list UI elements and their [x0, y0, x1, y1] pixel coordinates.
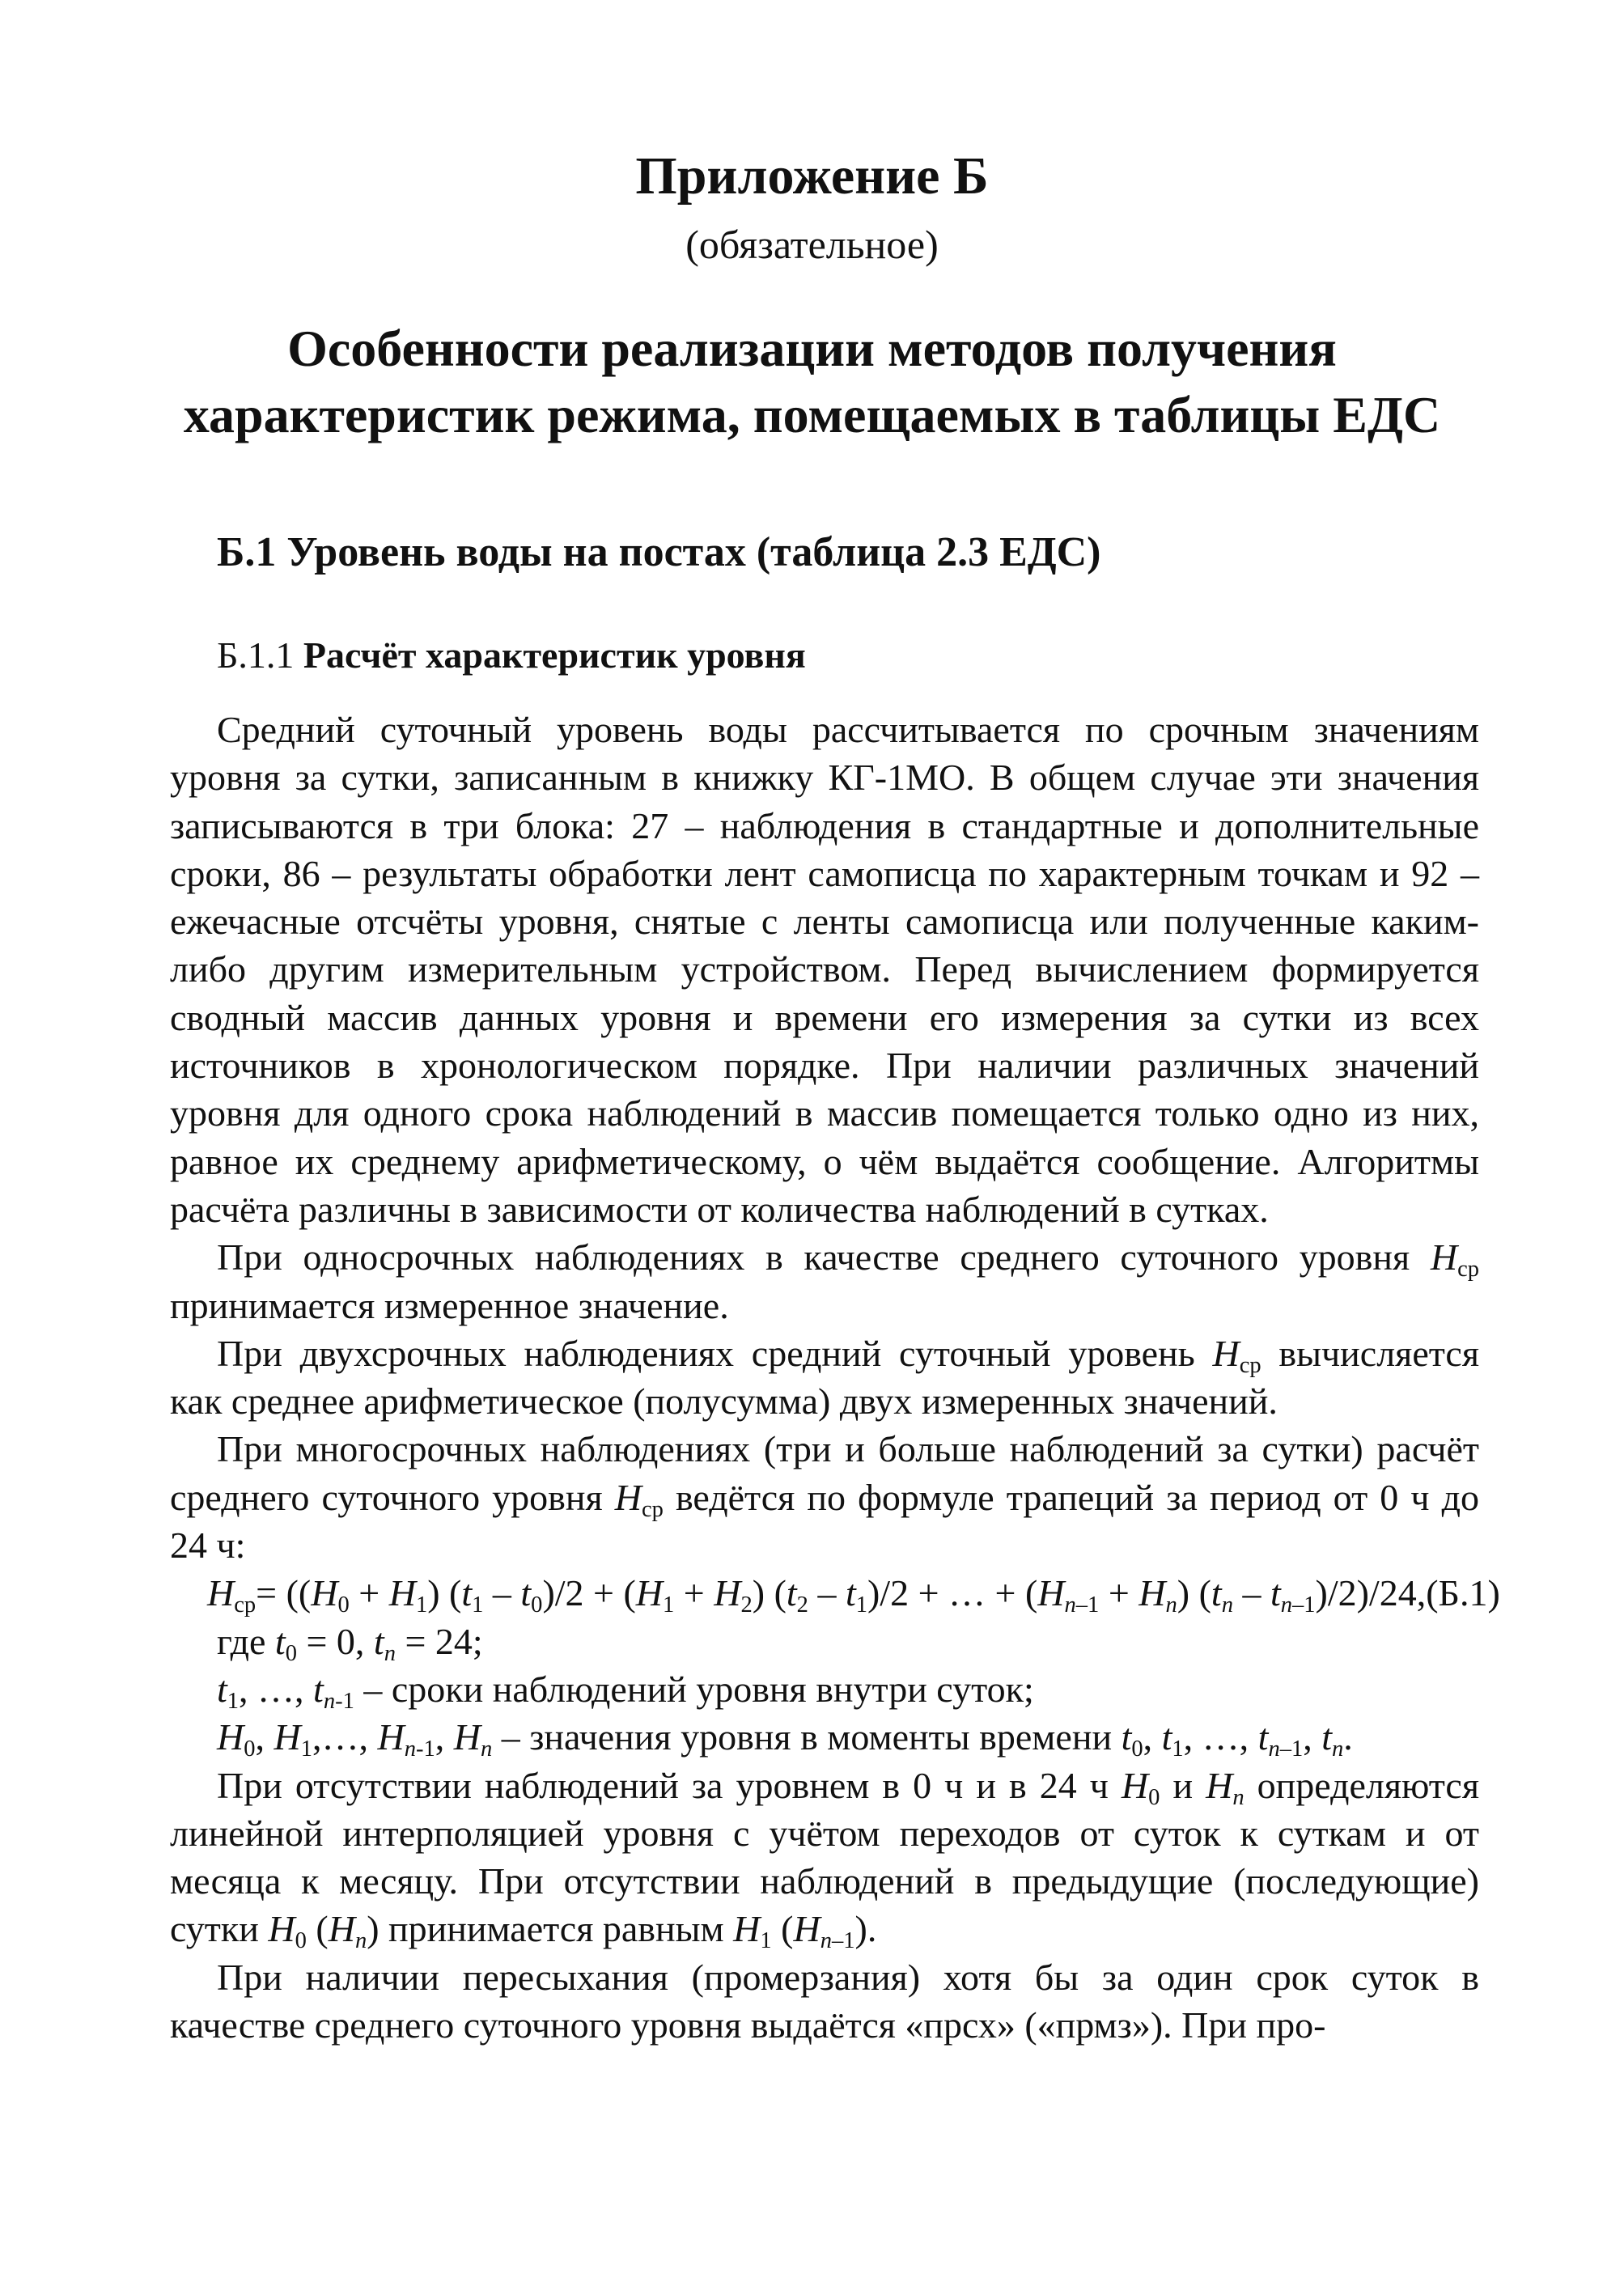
- appendix-title: Приложение Б: [635, 146, 989, 206]
- formula-obs-times: $t_1$, …, $t_{n-1}$ – сроки наблюдений уровня внутри суток;: [217, 1668, 1034, 1714]
- formula-expression: $H_{ср}= ((H_0 + H_1)$ $(t_1 - t_0)/2 + (H_1 + H_2)$ $(t_2 - t_1)/2$ + … + $(H_{n-1} + H_n)$ $(t_n - t_{n-1})/2)/24$,: [207, 1572, 1427, 1618]
- subsection-heading: [217, 631, 806, 680]
- subsection-number: Б.1.1: [217, 634, 295, 676]
- formula-b1: [170, 1569, 1500, 1618]
- subsection-title: Расчёт характеристик уровня: [303, 634, 806, 676]
- paragraph-6: При наличии пересыхания (промерзания) хотя бы за один срок суток в качестве среднего суточного уровня выдаётся «прсх» («прмз»). При про-: [170, 1956, 1479, 2046]
- section-heading: Б.1 Уровень воды на постах (таблица 2.3 ЕДС): [217, 529, 1101, 575]
- body-text: [170, 706, 1500, 2049]
- paragraph-5: При отсутствии наблюдений за уровнем в 0 ч и в 24 ч $H_0$ и $H_n$ определяются линейной интерполяцией уровня с учётом переходов от суток к суткам и от месяца к месяцу. При отсутствии наблюдений в предыдущие (последующие) сутки $H_0$ $(H_n)$ принимается равным $H_1$ $(H_{n-1})$.: [170, 1764, 1479, 1954]
- paragraph-4: При многосрочных наблюдениях (три и больше наблюдений за сутки) расчёт среднего суточного уровня $H_{ср}$ ведётся по формуле трапеций за период от 0 ч до 24 ч:: [170, 1428, 1479, 1567]
- paragraph-2: При односрочных наблюдениях в качестве среднего суточного уровня $H_{ср}$ принимается измеренное значение.: [170, 1236, 1479, 1326]
- formula-values: $H_0$, $H_1,\dots$, $H_{n-1}$, $H_n$ – значения уровня в моменты времени $t_0$, $t_1$, …, $t_{n-1}$, $t_n$.: [217, 1716, 1353, 1762]
- paragraph-3: При двухсрочных наблюдениях средний суточный уровень $H_{ср}$ вычисляется как среднее арифметическое (полусумма) двух измеренных значений.: [170, 1332, 1479, 1423]
- main-title: [0, 316, 1624, 448]
- paragraph-1: Средний суточный уровень воды рассчитывается по срочным значениям уровня за сутки, записанным в книжку КГ-1МО. В общем случае эти значения записываются в три блока: 27 – наблюдения в стандартные и дополнительные сроки, 86 – результаты обработки лент самописца по характерным точкам и 92 – ежечасные отсчёты уровня, снятые с ленты самописца или полученные каким-либо другим измерительным устройством. Перед вычислением формируется сводный массив данных уровня и времени его измерения за сутки из всех источников в хронологическом порядке. При наличии различных значений уровня для одного срока наблюдений в массив помещается только одно из них, равное их среднему арифметическому, о чём выдаётся сообщение. Алгоритмы расчёта различны в зависимости от количества наблюдений в сутках.: [170, 709, 1479, 1230]
- formula-number: (Б.1): [1426, 1572, 1500, 1614]
- main-title-line-1: Особенности реализации методов получения: [287, 320, 1337, 377]
- main-title-line-2: характеристик режима, помещаемых в таблицы ЕДС: [183, 386, 1441, 443]
- formula-where: где $t_0 = 0$, $t_n = 24$;: [217, 1620, 483, 1666]
- appendix-kind: (обязательное): [685, 222, 939, 267]
